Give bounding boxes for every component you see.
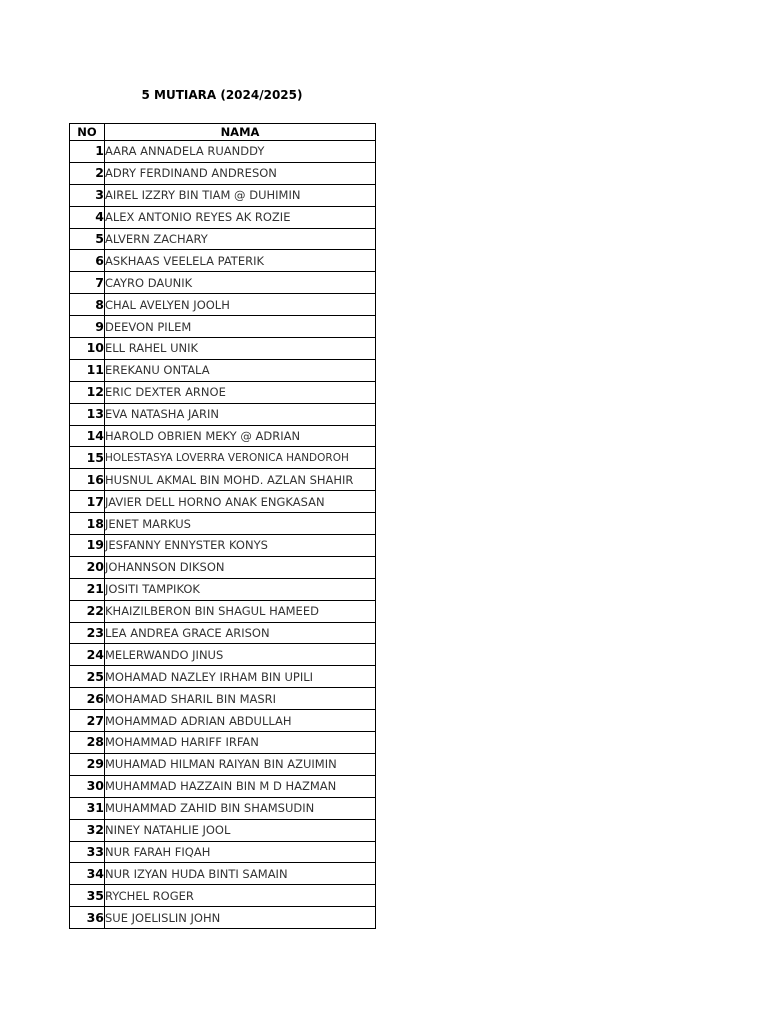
student-name: JOHANNSON DIKSON	[105, 556, 376, 578]
row-number: 21	[70, 578, 105, 600]
row-number: 9	[70, 316, 105, 338]
student-name: SUE JOELISLIN JOHN	[105, 907, 376, 929]
table-row	[70, 338, 376, 360]
row-number: 14	[70, 425, 105, 447]
student-name: RYCHEL ROGER	[105, 885, 376, 907]
table-row	[70, 797, 376, 819]
table-row	[70, 469, 376, 491]
row-number: 10	[70, 338, 105, 360]
table-row	[70, 775, 376, 797]
table-row	[70, 447, 376, 469]
student-name: CAYRO DAUNIK	[105, 272, 376, 294]
row-number: 36	[70, 907, 105, 929]
table-row	[70, 819, 376, 841]
table-row	[70, 403, 376, 425]
row-number: 8	[70, 294, 105, 316]
table-row	[70, 885, 376, 907]
student-name: MUHAMAD HILMAN RAIYAN BIN AZUIMIN	[105, 753, 376, 775]
student-name: MUHAMMAD ZAHID BIN SHAMSUDIN	[105, 797, 376, 819]
student-name: JESFANNY ENNYSTER KONYS	[105, 535, 376, 557]
table-body	[70, 141, 376, 929]
table-row	[70, 600, 376, 622]
row-number: 7	[70, 272, 105, 294]
student-name: ALVERN ZACHARY	[105, 228, 376, 250]
student-name: ALEX ANTONIO REYES AK ROZIE	[105, 206, 376, 228]
table-row	[70, 710, 376, 732]
row-number: 18	[70, 513, 105, 535]
table-row	[70, 491, 376, 513]
row-number: 6	[70, 250, 105, 272]
student-name: AIREL IZZRY BIN TIAM @ DUHIMIN	[105, 184, 376, 206]
row-number: 3	[70, 184, 105, 206]
table-row	[70, 622, 376, 644]
row-number: 23	[70, 622, 105, 644]
row-number: 1	[70, 141, 105, 163]
student-table	[69, 123, 376, 929]
student-name: HAROLD OBRIEN MEKY @ ADRIAN	[105, 425, 376, 447]
row-number: 16	[70, 469, 105, 491]
student-name: MELERWANDO JINUS	[105, 644, 376, 666]
row-number: 15	[70, 447, 105, 469]
table-row	[70, 535, 376, 557]
student-name: JENET MARKUS	[105, 513, 376, 535]
table-row	[70, 381, 376, 403]
student-name: MOHAMAD NAZLEY IRHAM BIN UPILI	[105, 666, 376, 688]
row-number: 11	[70, 359, 105, 381]
student-name: MOHAMMAD HARIFF IRFAN	[105, 732, 376, 754]
row-number: 25	[70, 666, 105, 688]
student-name: ELL RAHEL UNIK	[105, 338, 376, 360]
row-number: 24	[70, 644, 105, 666]
student-name: JAVIER DELL HORNO ANAK ENGKASAN	[105, 491, 376, 513]
row-number: 12	[70, 381, 105, 403]
table-row	[70, 513, 376, 535]
row-number: 2	[70, 162, 105, 184]
student-name: MOHAMMAD ADRIAN ABDULLAH	[105, 710, 376, 732]
table-row	[70, 644, 376, 666]
student-name: DEEVON PILEM	[105, 316, 376, 338]
student-name: AARA ANNADELA RUANDDY	[105, 141, 376, 163]
row-number: 35	[70, 885, 105, 907]
student-name: EREKANU ONTALA	[105, 359, 376, 381]
student-name: NUR FARAH FIQAH	[105, 841, 376, 863]
header-no: NO	[70, 124, 105, 141]
table-row	[70, 316, 376, 338]
student-name: MOHAMAD SHARIL BIN MASRI	[105, 688, 376, 710]
student-name: KHAIZILBERON BIN SHAGUL HAMEED	[105, 600, 376, 622]
table-row	[70, 425, 376, 447]
row-number: 33	[70, 841, 105, 863]
row-number: 34	[70, 863, 105, 885]
row-number: 19	[70, 535, 105, 557]
table-header-row	[70, 124, 376, 141]
row-number: 22	[70, 600, 105, 622]
table-row	[70, 206, 376, 228]
table-row	[70, 556, 376, 578]
student-name: NUR IZYAN HUDA BINTI SAMAIN	[105, 863, 376, 885]
table-row	[70, 907, 376, 929]
row-number: 29	[70, 753, 105, 775]
header-name: NAMA	[105, 124, 376, 141]
row-number: 26	[70, 688, 105, 710]
row-number: 20	[70, 556, 105, 578]
student-name: ERIC DEXTER ARNOE	[105, 381, 376, 403]
row-number: 31	[70, 797, 105, 819]
table-row	[70, 666, 376, 688]
student-name: ASKHAAS VEELELA PATERIK	[105, 250, 376, 272]
student-name: JOSITI TAMPIKOK	[105, 578, 376, 600]
student-name: MUHAMMAD HAZZAIN BIN M D HAZMAN	[105, 775, 376, 797]
table-row	[70, 184, 376, 206]
row-number: 4	[70, 206, 105, 228]
row-number: 32	[70, 819, 105, 841]
row-number: 17	[70, 491, 105, 513]
student-name: HUSNUL AKMAL BIN MOHD. AZLAN SHAHIR	[105, 469, 376, 491]
table-row	[70, 272, 376, 294]
row-number: 28	[70, 732, 105, 754]
table-row	[70, 863, 376, 885]
row-number: 5	[70, 228, 105, 250]
row-number: 30	[70, 775, 105, 797]
student-name: NINEY NATAHLIE JOOL	[105, 819, 376, 841]
table-row	[70, 732, 376, 754]
table-row	[70, 359, 376, 381]
table-row	[70, 688, 376, 710]
row-number: 13	[70, 403, 105, 425]
table-row	[70, 141, 376, 163]
student-name: ADRY FERDINAND ANDRESON	[105, 162, 376, 184]
table-row	[70, 841, 376, 863]
table-row	[70, 294, 376, 316]
row-number: 27	[70, 710, 105, 732]
table-row	[70, 228, 376, 250]
page-title: 5 MUTIARA (2024/2025)	[141, 88, 303, 102]
student-name: LEA ANDREA GRACE ARISON	[105, 622, 376, 644]
student-name: HOLESTASYA LOVERRA VERONICA HANDOROH	[105, 447, 376, 469]
student-name: CHAL AVELYEN JOOLH	[105, 294, 376, 316]
table-row	[70, 250, 376, 272]
student-name: EVA NATASHA JARIN	[105, 403, 376, 425]
table-row	[70, 162, 376, 184]
table-row	[70, 753, 376, 775]
table-row	[70, 578, 376, 600]
